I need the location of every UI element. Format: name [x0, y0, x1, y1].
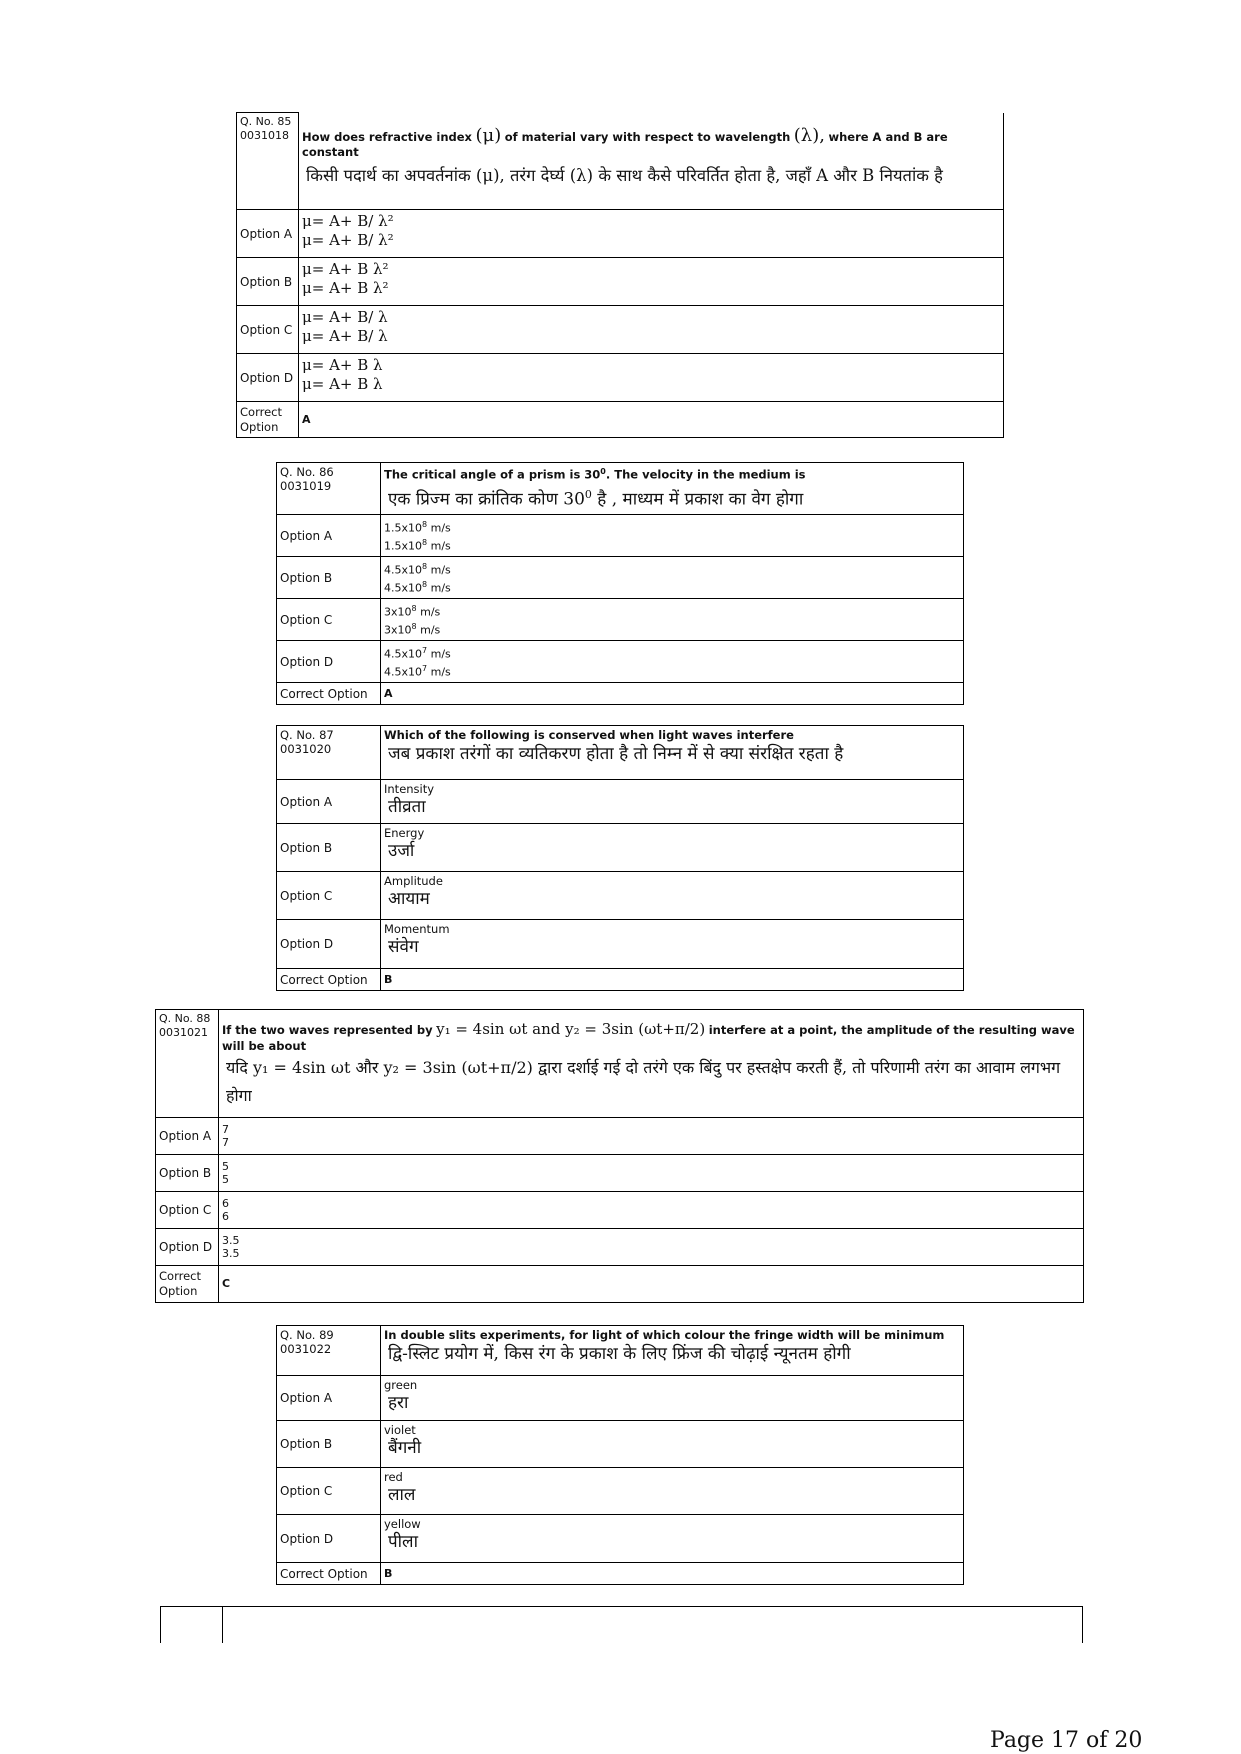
option-d-value: $4.5x10^7$ m/s $4.5x10^7$ m/s [381, 641, 964, 683]
question-text: In double slits experiments, for light of which colour the fringe width will be minimum द्वि-स्लिट प्रयोग में, किस रंग के प्रकाश के लिए फ्रिंज की चोढ़ाई न्यूनतम होगी [381, 1326, 964, 1376]
option-d-value: Momentum संवेग [381, 920, 964, 969]
option-a-label: Option A [237, 210, 299, 258]
option-c-label: Option C [277, 1468, 381, 1515]
option-b-value: μ= A+ B λ² μ= A+ B λ² [299, 258, 1004, 306]
question-85-table [236, 112, 1004, 438]
question-88-table [155, 1009, 1084, 1303]
option-d-label: Option D [277, 1515, 381, 1563]
option-c-value: $3x10^8$ m/s $3x10^8$ m/s [381, 599, 964, 641]
correct-option-value: B [381, 969, 964, 991]
option-c-label: Option C [156, 1192, 219, 1229]
option-a-value: Intensity तीव्रता [381, 780, 964, 824]
question-text-hi: किसी पदार्थ का अपवर्तनांक (μ), तरंग देर्घ्य (λ) के साथ कैसे परिवर्तित होता है, जहाँ A और B नियतांक है [306, 165, 943, 185]
question-text: The critical angle of a prism is $30^0$. The velocity in the medium is एक प्रिज्म का क्रांतिक कोण $30^0$ है , माध्यम में प्रकाश का वेग होगा [381, 463, 964, 515]
question-86-table [276, 462, 964, 705]
correct-option-value: B [381, 1563, 964, 1585]
option-b-value: Energy उर्जा [381, 824, 964, 872]
option-b-label: Option B [277, 557, 381, 599]
option-b-label: Option B [277, 1421, 381, 1468]
option-b-value: violet बैंगनी [381, 1421, 964, 1468]
correct-option-value: A [299, 402, 1004, 438]
correct-option-value: A [381, 683, 964, 705]
option-d-label: Option D [156, 1229, 219, 1266]
question-text-en-3: where A and B are constant [302, 129, 948, 159]
correct-option-label: Correct Option [237, 402, 299, 438]
wave-equation: y₁ = 4sin ωt and y₂ = 3sin (ωt+π/2) [436, 1020, 706, 1038]
question-number: Q. No. 89 0031022 [277, 1326, 381, 1376]
option-b-value: $4.5x10^8$ m/s $4.5x10^8$ m/s [381, 557, 964, 599]
question-87-table [276, 725, 964, 991]
correct-option-label: Correct Option [277, 683, 381, 705]
correct-option-label: Correct Option [277, 1563, 381, 1585]
correct-option-label: Correct Option [277, 969, 381, 991]
page-number: Page 17 of 20 [990, 1728, 1143, 1753]
option-c-value: 6 6 [219, 1192, 1084, 1229]
option-b-label: Option B [156, 1155, 219, 1192]
option-d-value: yellow पीला [381, 1515, 964, 1563]
option-a-label: Option A [156, 1118, 219, 1155]
question-text-en: How does refractive index [302, 129, 472, 144]
option-c-value: Amplitude आयाम [381, 872, 964, 920]
option-c-value: red लाल [381, 1468, 964, 1515]
correct-option-value: C [219, 1266, 1084, 1303]
option-a-value: μ= A+ B/ λ² μ= A+ B/ λ² [299, 210, 1004, 258]
question-text: Which of the following is conserved when light waves interfere जब प्रकाश तरंगों का व्यतिकरण होता है तो निम्न में से क्या संरक्षित रहता है [381, 726, 964, 780]
option-a-value: 7 7 [219, 1118, 1084, 1155]
option-b-value: 5 5 [219, 1155, 1084, 1192]
option-d-label: Option D [277, 641, 381, 683]
option-d-value: 3.5 3.5 [219, 1229, 1084, 1266]
option-a-label: Option A [277, 780, 381, 824]
question-text [299, 113, 1004, 210]
question-number: Q. No. 86 0031019 [277, 463, 381, 515]
next-question-table-partial [160, 1606, 1083, 1643]
option-d-value: μ= A+ B λ μ= A+ B λ [299, 354, 1004, 402]
option-c-label: Option C [237, 306, 299, 354]
question-text-en-2: of material vary with respect to wavelength [504, 129, 791, 144]
option-a-label: Option A [277, 515, 381, 557]
option-d-label: Option D [277, 920, 381, 969]
column-divider [222, 1607, 223, 1643]
question-text: If the two waves represented by y₁ = 4sin ωt and y₂ = 3sin (ωt+π/2) interfere at a point, the amplitude of the resulting wave will be about यदि y₁ = 4sin ωt और y₂ = 3sin (ωt+π/2) द्वारा दर्शाई गई दो तरंगे एक बिंदु पर हस्तक्षेप करती हैं, तो परिणामी तरंग का आवाम लगभग होगा [219, 1010, 1084, 1118]
option-d-label: Option D [237, 354, 299, 402]
option-b-label: Option B [237, 258, 299, 306]
question-number: Q. No. 85 0031018 [237, 113, 299, 210]
question-number: Q. No. 87 0031020 [277, 726, 381, 780]
option-a-value: green हरा [381, 1376, 964, 1421]
option-c-value: μ= A+ B/ λ μ= A+ B/ λ [299, 306, 1004, 354]
correct-option-label: Correct Option [156, 1266, 219, 1303]
lambda-symbol: (λ), [793, 124, 825, 146]
option-a-value: $1.5x10^8$ m/s $1.5x10^8$ m/s [381, 515, 964, 557]
option-b-label: Option B [277, 824, 381, 872]
mu-symbol: (μ) [475, 124, 502, 146]
option-a-label: Option A [277, 1376, 381, 1421]
option-c-label: Option C [277, 599, 381, 641]
option-c-label: Option C [277, 872, 381, 920]
question-89-table [276, 1325, 964, 1585]
question-number: Q. No. 88 0031021 [156, 1010, 219, 1118]
